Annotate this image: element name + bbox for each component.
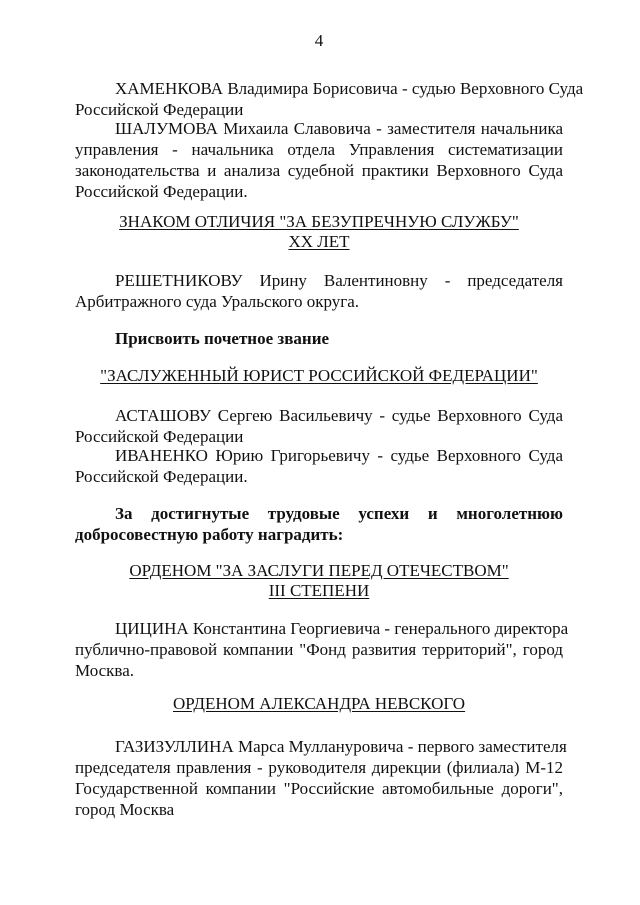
entry-line: управления - начальника отдела Управления систематизации (75, 140, 563, 159)
award-entry-shalumov (75, 118, 563, 202)
section-heading-service-badge (75, 212, 563, 252)
heading-line: III СТЕПЕНИ (268, 581, 370, 600)
heading-line: XX ЛЕТ (288, 232, 350, 251)
entry-line: публично-правовой компании "Фонд развития территорий", город (75, 640, 563, 659)
heading-line: ОРДЕНОМ "ЗА ЗАСЛУГИ ПЕРЕД ОТЕЧЕСТВОМ" (129, 561, 509, 580)
heading-line: ОРДЕНОМ АЛЕКСАНДРА НЕВСКОГО (172, 694, 466, 713)
entry-line: ЦИЦИНА Константина Георгиевича - генерального директора (115, 619, 569, 638)
intro-line: За достигнутые трудовые успехи и многолетнюю (115, 504, 563, 523)
entry-line: РЕШЕТНИКОВУ Ирину Валентиновну - председателя (115, 271, 563, 290)
entry-line: город Москва (75, 800, 175, 819)
entry-line: Арбитражного суда Уральского округа. (75, 292, 360, 311)
entry-line: ХАМЕНКОВА Владимира Борисовича - судью Верховного Суда (115, 79, 584, 98)
award-entry-khamenkov (75, 78, 584, 120)
heading-line: "ЗАСЛУЖЕННЫЙ ЮРИСТ РОССИЙСКОЙ ФЕДЕРАЦИИ" (100, 366, 538, 385)
intro-line: добросовестную работу наградить: (75, 525, 344, 544)
section-heading-honored-lawyer (75, 366, 563, 386)
document-page (75, 0, 584, 905)
entry-line: законодательства и анализа судебной практики Верховного Суда (75, 161, 563, 180)
entry-line: председателя правления - руководителя дирекции (филиала) М-12 (75, 758, 563, 777)
entry-line: АСТАШОВУ Сергею Васильевичу - судье Верховного Суда (115, 406, 563, 425)
award-entry-ivanenko (75, 445, 563, 487)
entry-line: Москва. (75, 661, 135, 680)
entry-line: ИВАНЕНКО Юрию Григорьевичу - судье Верховного Суда (115, 446, 563, 465)
entry-line: Российской Федерации. (75, 467, 248, 486)
award-entry-reshetnikova (75, 270, 563, 312)
entry-line: ШАЛУМОВА Михаила Славовича - заместителя начальника (115, 119, 563, 138)
entry-line: ГАЗИЗУЛЛИНА Марса Муллануровича - первого заместителя (115, 737, 567, 756)
section-heading-order-merit (75, 561, 563, 601)
award-intro (75, 503, 563, 545)
entry-line: Российской Федерации (75, 427, 244, 446)
heading-line: ЗНАКОМ ОТЛИЧИЯ "ЗА БЕЗУПРЕЧНУЮ СЛУЖБУ" (119, 212, 519, 231)
entry-line: Государственной компании "Российские автомобильные дороги", (75, 779, 563, 798)
award-entry-gazizullin (75, 736, 567, 820)
award-entry-astashov (75, 405, 563, 447)
section-heading-order-nevsky (75, 694, 563, 714)
confer-title (75, 328, 563, 349)
confer-title-text: Присвоить почетное звание (115, 329, 330, 348)
entry-line: Российской Федерации. (75, 182, 248, 201)
entry-line: Российской Федерации (75, 100, 244, 119)
award-entry-tsitsin (75, 618, 569, 681)
page-number: 4 (314, 31, 324, 50)
